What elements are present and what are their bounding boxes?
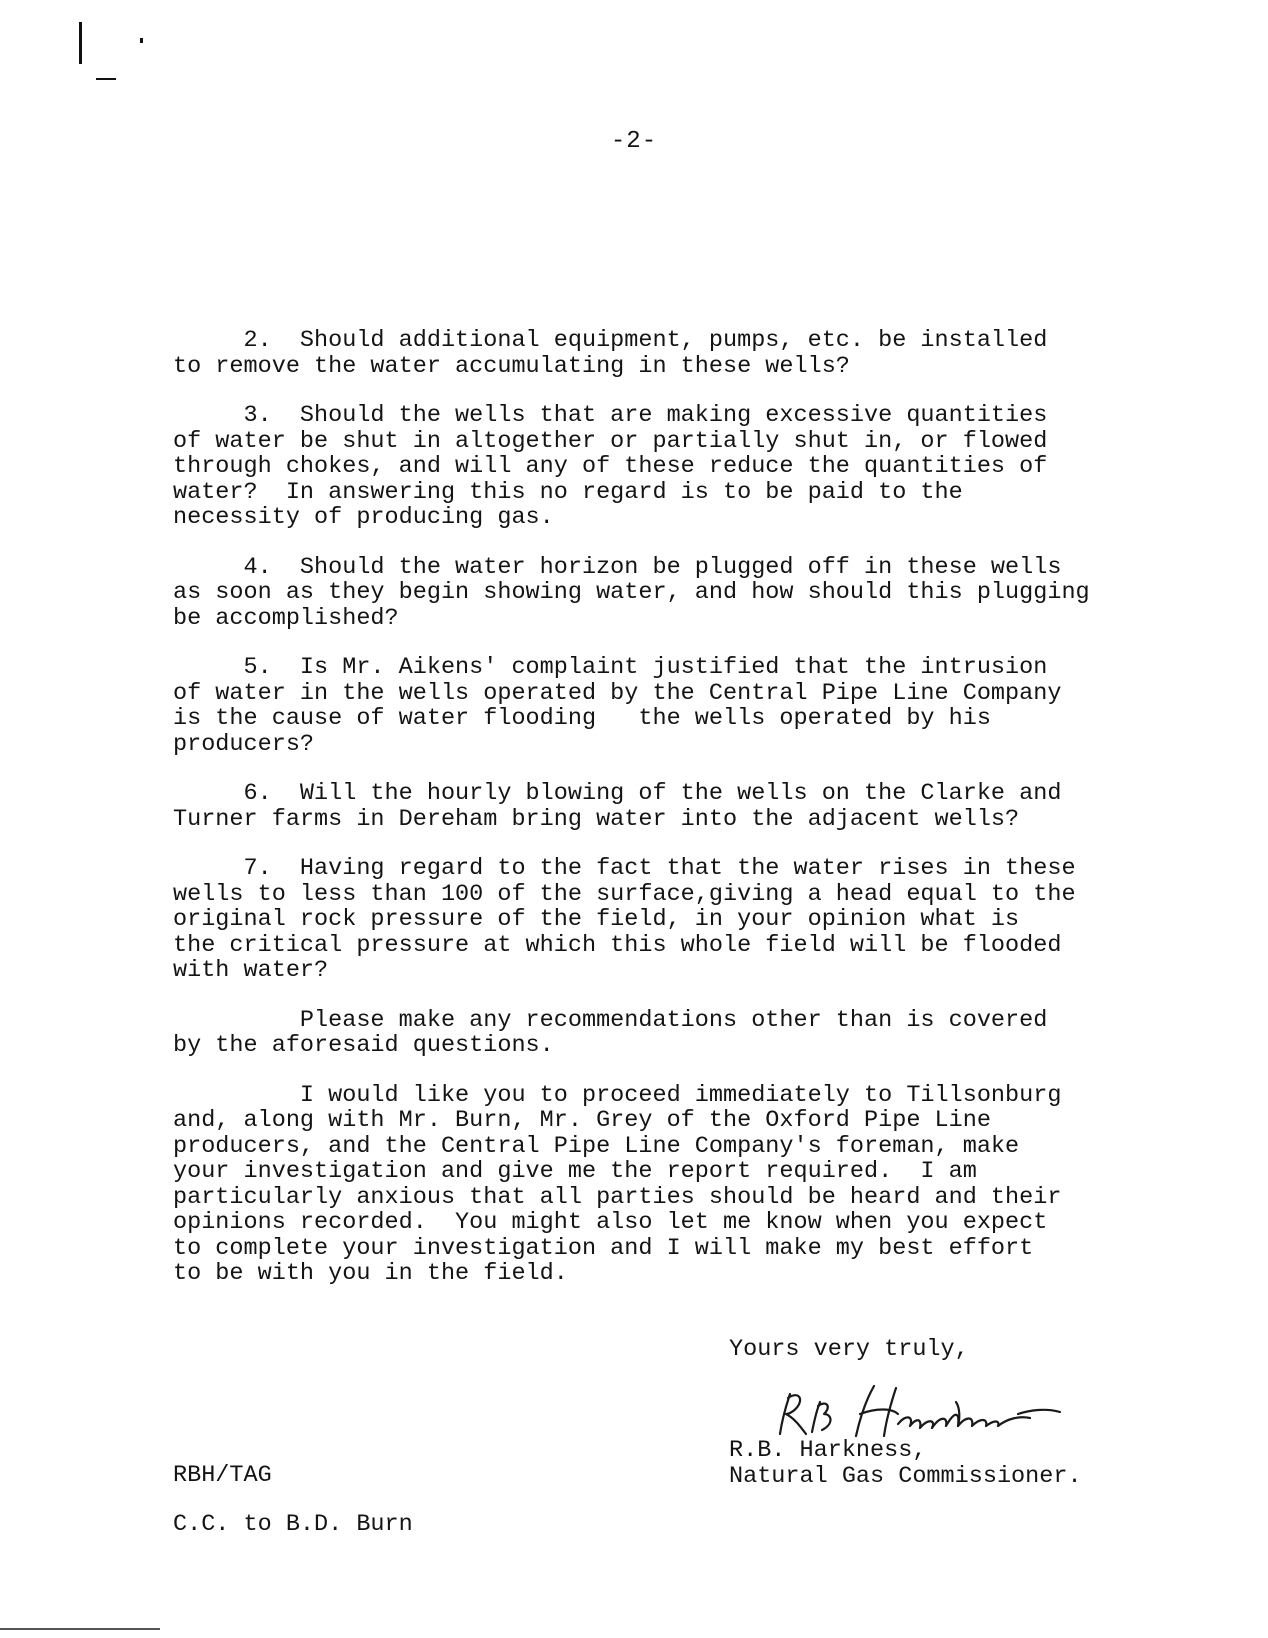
signer-name: R.B. Harkness, — [729, 1437, 927, 1464]
question-5: 5. Is Mr. Aikens' complaint justified that the intrusion of water in the wells operated by the Central Pipe Line Company is the cause of water flooding the wells operated by his producers? — [173, 654, 1062, 758]
scan-mark-dot — [140, 38, 143, 43]
question-4: 4. Should the water horizon be plugged off in these wells as soon as they begin showing water, and how should this plugging be accomplished? — [173, 553, 1090, 632]
recommendations-paragraph: Please make any recommendations other than is covered by the aforesaid questions. — [173, 1006, 1048, 1059]
question-3: 3. Should the wells that are making excessive quantities of water be shut in altogether or partially shut in, or flowed through chokes, and will any of these reduce the quantities of water? In answering this no regard is to be paid to the necessity of producing gas. — [173, 402, 1048, 531]
closing-salutation: Yours very truly, — [729, 1336, 969, 1363]
reference-initials: RBH/TAG — [173, 1462, 272, 1489]
bottom-scan-line — [0, 1628, 160, 1630]
question-2: 2. Should additional equipment, pumps, etc. be installed to remove the water accumulating in these wells? — [173, 327, 1048, 380]
question-6: 6. Will the hourly blowing of the wells on the Clarke and Turner farms in Dereham bring water into the adjacent wells? — [173, 780, 1062, 833]
scan-mark-dash — [96, 78, 116, 80]
instructions-paragraph: I would like you to proceed immediately to Tillsonburg and, along with Mr. Burn, Mr. Grey of the Oxford Pipe Line producers, and the Central Pipe Line Company's foreman, make your investigation and give me the report required. I am particularly anxious that all parties should be heard and their opinions recorded. You might also let me know when you expect to complete your investigation and I will make my best effort to be with you in the field. — [173, 1081, 1062, 1287]
signer-block — [729, 1438, 1082, 1489]
carbon-copy-line: C.C. to B.D. Burn — [173, 1511, 413, 1538]
signer-title: Natural Gas Commissioner. — [729, 1462, 1082, 1490]
page-number: -2- — [610, 128, 658, 155]
question-7: 7. Having regard to the fact that the water rises in these wells to less than 100 of the surface,giving a head equal to the original rock pressure of the field, in your opinion what is the critical pressure at which this whole field will be flooded with water? — [173, 855, 1076, 984]
letter-body — [173, 328, 1173, 1287]
scan-mark-vertical — [79, 22, 82, 64]
